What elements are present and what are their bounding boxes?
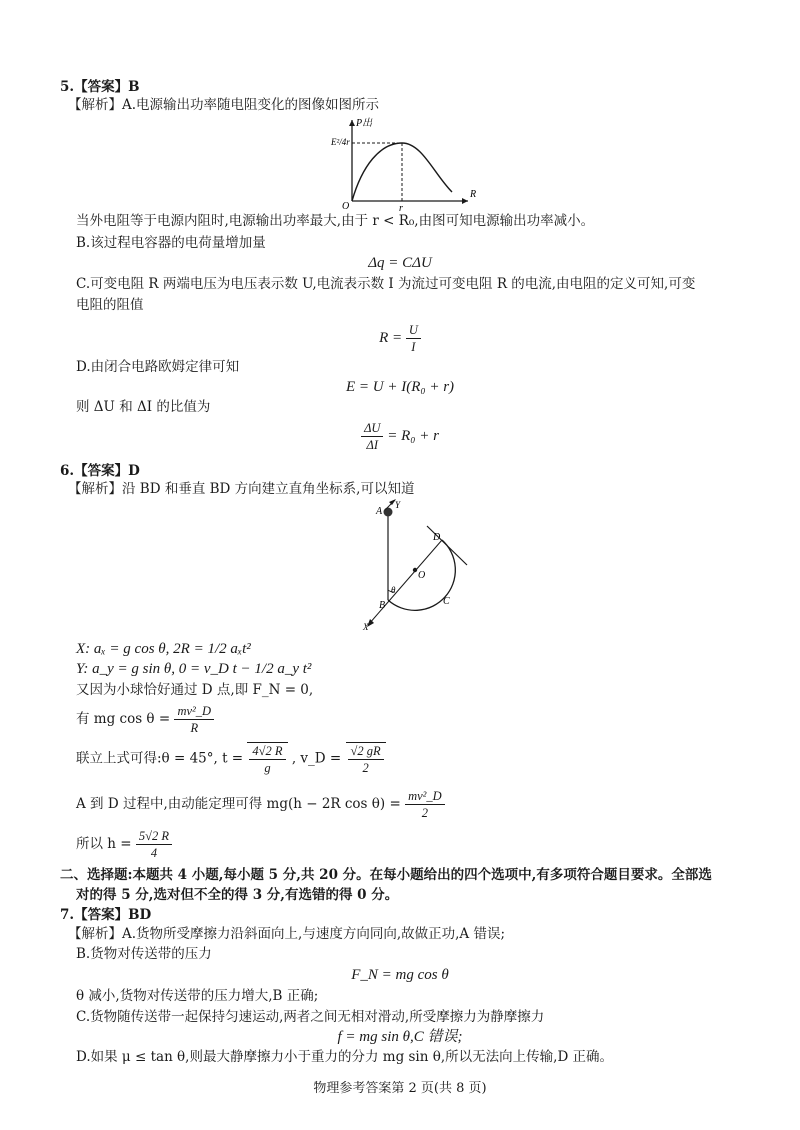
q5-c-equation: R = $\frac{U}{I}$ (0, 322, 800, 355)
q5-answer: 5.【答案】B (60, 79, 140, 95)
bd-diameter-line (369, 540, 442, 624)
q6-answer: 6.【答案】D (60, 463, 140, 479)
q7-b: B.货物对传送带的压力 (76, 946, 212, 962)
q6-analysis: 【解析】沿 BD 和垂直 BD 方向建立直角坐标系,可以知道 (68, 481, 415, 497)
q6-y-equation: Y: a_y = g sin θ, 0 = v_D t − 1/2 a_y t² (76, 661, 312, 677)
x-axis-arrow (462, 198, 468, 204)
q6-energy-equation: A 到 D 过程中,由动能定理可得 mg(h − 2R cos θ) = $\frac{\text{mv²\_D}}{2}$ (76, 788, 445, 821)
page-footer: 物理参考答案第 2 页(共 8 页) (313, 1081, 487, 1096)
q6-you-equation: 有 mg cos θ = $\frac{\text{mv²\_D}}{R}$ (76, 703, 214, 736)
x-axis-label: R (470, 189, 476, 200)
label-x: X (363, 622, 369, 632)
q6-x-equation: X: aₓ = g cos θ, 2R = 1/2 aₓt² (76, 641, 251, 657)
q7-c-equation: f = mg sin θ,C 错误; (337, 1029, 463, 1045)
section2-line1: 二、选择题:本题共 4 小题,每小题 5 分,共 20 分。在每小题给出的四个选项中,有多项符合题目要求。全部选 (60, 867, 712, 883)
peak-r-label: r (399, 203, 403, 212)
peak-value-label: E²/4r (331, 137, 350, 147)
q5-d-ratio-equation: $\frac{\Delta U}{\Delta I}$ = R₀ + r (0, 420, 800, 453)
label-o: O (418, 570, 426, 581)
y-axis-label: P出 (356, 118, 373, 129)
q7-b2: θ 减小,货物对传送带的压力增大,B 正确; (76, 988, 319, 1004)
q6-final-h: 所以 h = $\frac{5√2 R}{4}$ (76, 828, 172, 861)
q5-d: D.由闭合电路欧姆定律可知 (76, 359, 240, 375)
q5-d-equation: E = U + I(R₀ + r) (345, 379, 455, 395)
track-diagram (355, 498, 475, 632)
q7-b-equation: F_N = mg cos θ (351, 967, 449, 983)
label-theta: θ (391, 585, 396, 595)
q6-solve-equation: 联立上式可得:θ = 45°, t = $\frac{4√2 R}{g}$ , v_D = $\frac{√2 gR}{2}$ (76, 742, 386, 776)
q5-b: B.该过程电容器的电荷量增加量 (76, 235, 266, 251)
label-y: Y (395, 500, 401, 510)
q7-answer: 7.【答案】BD (60, 907, 152, 923)
q5-d2: 则 ΔU 和 ΔI 的比值为 (76, 399, 211, 415)
label-c: C (443, 596, 450, 607)
q5-b-equation: Δq = CΔU (368, 255, 432, 271)
label-d: D (433, 532, 441, 543)
q6-condition: 又因为小球恰好通过 D 点,即 F_N = 0, (76, 682, 314, 698)
q5-a-conclusion: 当外电阻等于电源内阻时,电源输出功率最大,由于 r < R₀,由图可知电源输出功率减小。 (76, 213, 595, 229)
q7-a: 【解析】A.货物所受摩擦力沿斜面向上,与速度方向同向,故做正功,A 错误; (68, 926, 506, 942)
center-dot (413, 568, 417, 572)
q7-c: C.货物随传送带一起保持匀速运动,两者之间无相对滑动,所受摩擦力为静摩擦力 (76, 1009, 545, 1025)
output-power-graph (328, 116, 476, 212)
ball-icon (384, 508, 393, 517)
q5-c: C.可变电阻 R 两端电压为电压表示数 U,电流表示数 I 为流过可变电阻 R 的电流,由电阻的定义可知,可变 (76, 276, 696, 292)
q5-analysis-a: 【解析】A.电源输出功率随电阻变化的图像如图所示 (68, 97, 380, 113)
label-a: A (376, 506, 383, 517)
power-curve (352, 143, 452, 201)
q5-c2: 电阻的阻值 (76, 297, 144, 313)
section2-line2: 对的得 5 分,选对但不全的得 3 分,有选错的得 0 分。 (76, 887, 399, 903)
q7-d: D.如果 μ ≤ tan θ,则最大静摩擦力小于重力的分力 mg sin θ,所以无法向上传输,D 正确。 (76, 1049, 614, 1065)
origin-label: O (342, 201, 350, 212)
label-b: B (379, 600, 386, 611)
y-axis-arrow (349, 120, 355, 126)
